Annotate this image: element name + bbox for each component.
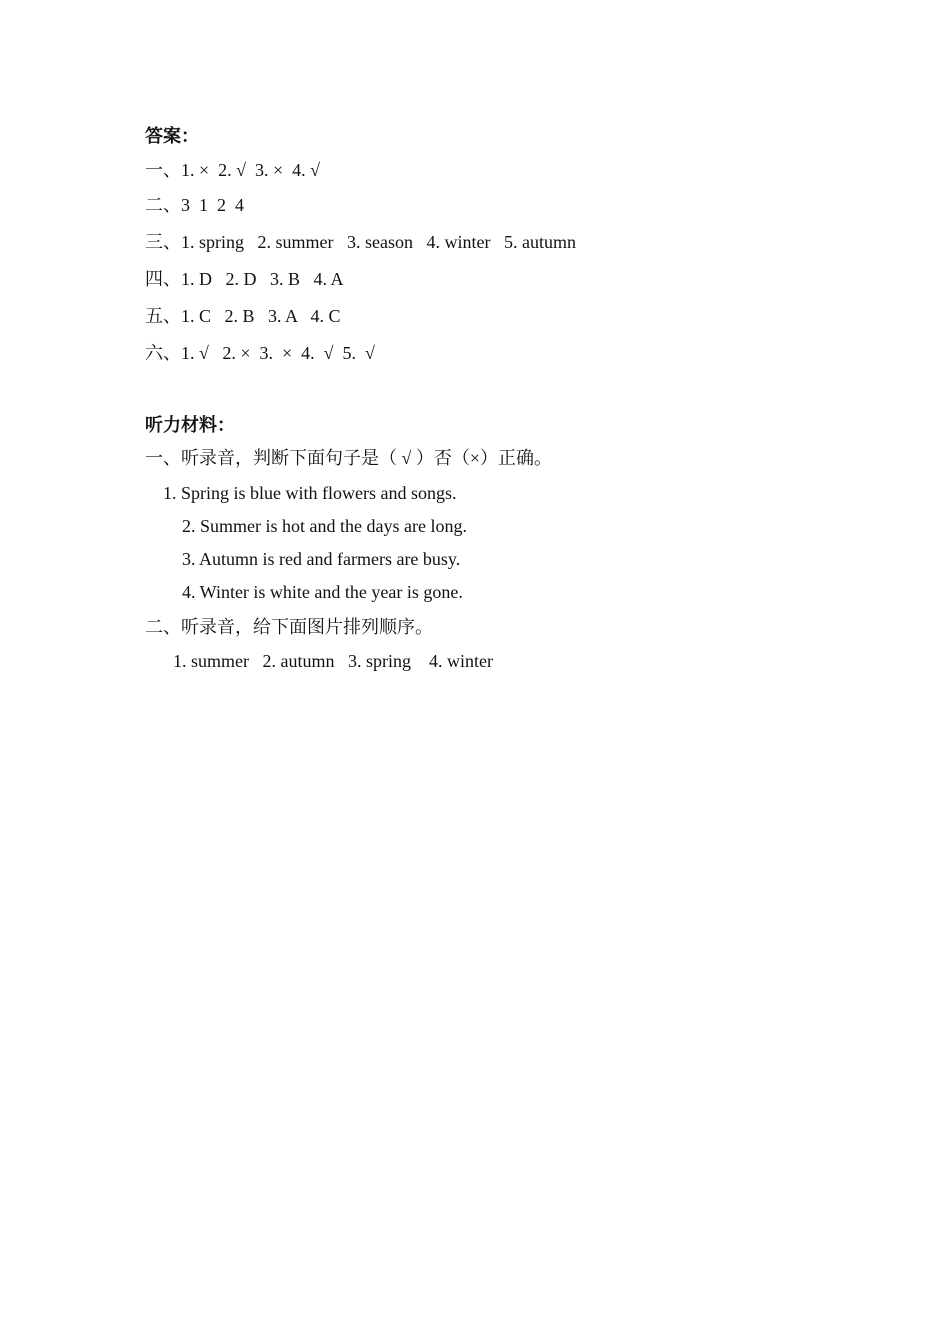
listening-heading: 听力材料： [145, 415, 235, 435]
answer-line-2: 二、3 1 2 4 [145, 195, 244, 215]
listening-section2-title: 二、听录音，给下面图片排列顺序。 [145, 617, 433, 637]
listening-item-3: 3. Autumn is red and farmers are busy. [182, 549, 461, 569]
listening-item-2: 2. Summer is hot and the days are long. [182, 516, 467, 536]
answers-heading: 答案： [145, 126, 199, 146]
answer-line-3: 三、1. spring 2. summer 3. season 4. winter 5. autumn [145, 232, 576, 252]
answer-line-5: 五、1. C 2. B 3. A 4. C [145, 306, 341, 326]
answer-line-1: 一、1. × 2. √ 3. × 4. √ [145, 160, 321, 180]
answer-line-6: 六、1. √ 2. × 3. × 4. √ 5. √ [145, 343, 375, 363]
listening-item-1: 1. Spring is blue with flowers and songs. [163, 483, 457, 503]
listening-item-4: 4. Winter is white and the year is gone. [182, 582, 463, 602]
listening-section1-title: 一、听录音，判断下面句子是（ √ ）否（×）正确。 [145, 448, 553, 468]
answer-line-4: 四、1. D 2. D 3. B 4. A [145, 269, 344, 289]
listening-order-line: 1. summer 2. autumn 3. spring 4. winter [173, 651, 493, 671]
